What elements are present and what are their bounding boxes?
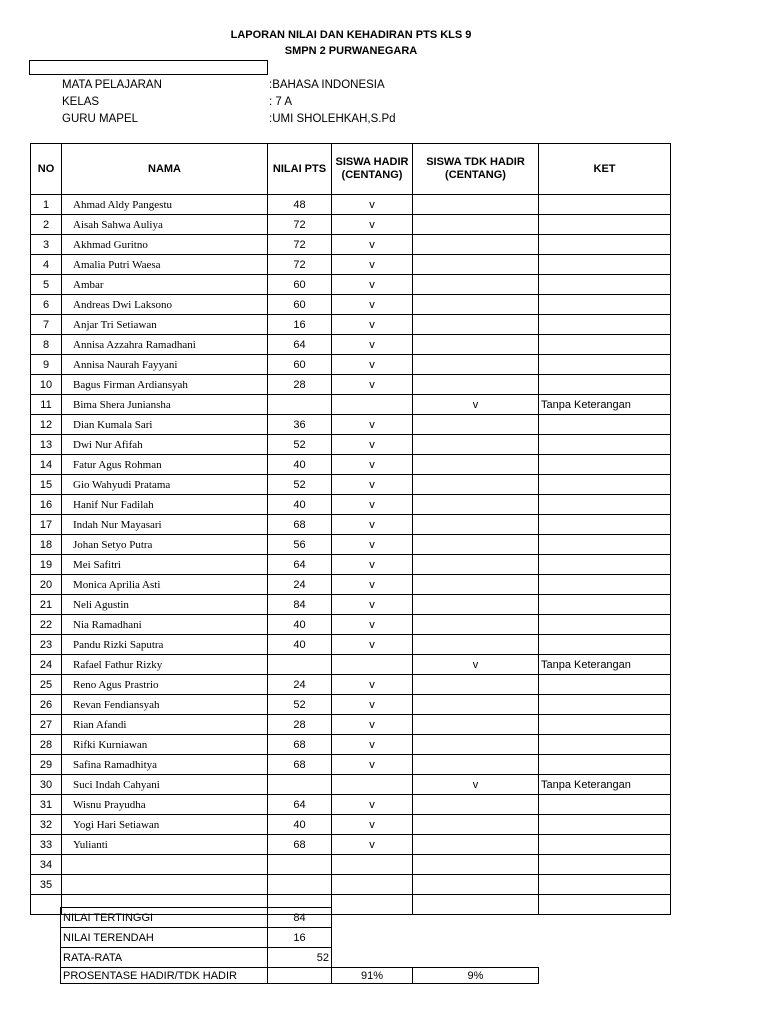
- cell-no: 12: [31, 415, 62, 435]
- cell-absent: [413, 435, 539, 455]
- cell-score: [268, 775, 332, 795]
- blank-input-box: [29, 60, 268, 75]
- cell-score: 48: [268, 195, 332, 215]
- cell-name: Mei Safitri: [62, 555, 268, 575]
- cell-name: Safina Ramadhitya: [62, 755, 268, 775]
- cell-name: Nia Ramadhani: [62, 615, 268, 635]
- table-row: [31, 355, 671, 375]
- cell-name: Gio Wahyudi Pratama: [62, 475, 268, 495]
- cell-no: 19: [31, 555, 62, 575]
- cell-no: 31: [31, 795, 62, 815]
- cell-score: [268, 395, 332, 415]
- cell-score: 72: [268, 235, 332, 255]
- cell-no: 14: [31, 455, 62, 475]
- cell-note: [539, 215, 671, 235]
- cell-no: 2: [31, 215, 62, 235]
- cell-no: 18: [31, 535, 62, 555]
- cell-absent: [413, 375, 539, 395]
- cell-present: v: [332, 415, 413, 435]
- table-row: [31, 595, 671, 615]
- cell-no: 17: [31, 515, 62, 535]
- table-row: [31, 275, 671, 295]
- cell-no: 8: [31, 335, 62, 355]
- highest-value: 84: [268, 908, 332, 928]
- cell-no: 7: [31, 315, 62, 335]
- cell-score: 40: [268, 615, 332, 635]
- cell-score: 68: [268, 515, 332, 535]
- cell-note: Tanpa Keterangan: [539, 655, 671, 675]
- cell-note: [539, 875, 671, 895]
- cell-absent: [413, 455, 539, 475]
- cell-absent: [413, 295, 539, 315]
- cell-present: v: [332, 195, 413, 215]
- cell-absent: v: [413, 775, 539, 795]
- cell-no: 34: [31, 855, 62, 875]
- cell-no: 10: [31, 375, 62, 395]
- cell-note: [539, 675, 671, 695]
- table-row: [31, 835, 671, 855]
- cell-name: Rafael Fathur Rizky: [62, 655, 268, 675]
- cell-name: Reno Agus Prastrio: [62, 675, 268, 695]
- cell-name: Wisnu Prayudha: [62, 795, 268, 815]
- cell-no: 16: [31, 495, 62, 515]
- table-row: [31, 615, 671, 635]
- grades-table: [30, 143, 671, 915]
- cell-no: 29: [31, 755, 62, 775]
- subject-label: MATA PELAJARAN: [62, 79, 162, 91]
- cell-no: 20: [31, 575, 62, 595]
- cell-note: [539, 535, 671, 555]
- cell-absent: [413, 255, 539, 275]
- cell-name: Neli Agustin: [62, 595, 268, 615]
- cell-absent: [413, 495, 539, 515]
- header-note: KET: [539, 144, 671, 195]
- average-label: RATA-RATA: [61, 948, 268, 968]
- cell-present: v: [332, 495, 413, 515]
- cell-score: [268, 855, 332, 875]
- cell-note: [539, 575, 671, 595]
- cell-no: 15: [31, 475, 62, 495]
- cell-absent: [413, 875, 539, 895]
- cell-note: [539, 515, 671, 535]
- cell-score: 40: [268, 635, 332, 655]
- cell-present: v: [332, 735, 413, 755]
- cell-absent: [413, 275, 539, 295]
- cell-score: 16: [268, 315, 332, 335]
- table-row: [31, 215, 671, 235]
- cell-score: 64: [268, 335, 332, 355]
- cell-absent: [413, 335, 539, 355]
- cell-present: v: [332, 815, 413, 835]
- cell-score: 68: [268, 835, 332, 855]
- table-row: [31, 375, 671, 395]
- cell-no: 28: [31, 735, 62, 755]
- cell-note: [539, 835, 671, 855]
- cell-present: v: [332, 435, 413, 455]
- cell-name: [62, 875, 268, 895]
- table-row: [31, 255, 671, 275]
- cell-present: v: [332, 695, 413, 715]
- cell-absent: [413, 855, 539, 875]
- cell-note: [539, 295, 671, 315]
- table-row: [31, 675, 671, 695]
- cell-absent: [413, 555, 539, 575]
- table-row: [31, 395, 671, 415]
- cell-note: [539, 335, 671, 355]
- cell-present: v: [332, 235, 413, 255]
- cell-no: 6: [31, 295, 62, 315]
- summary-average-row: [61, 948, 539, 968]
- cell-note: [539, 255, 671, 275]
- cell-note: [539, 495, 671, 515]
- table-header-row: [31, 144, 671, 195]
- cell-name: Anjar Tri Setiawan: [62, 315, 268, 335]
- cell-score: 52: [268, 695, 332, 715]
- cell-present: v: [332, 795, 413, 815]
- table-row: [31, 555, 671, 575]
- cell-no: 3: [31, 235, 62, 255]
- cell-absent: [413, 355, 539, 375]
- cell-absent: v: [413, 655, 539, 675]
- average-value: 52: [268, 948, 332, 968]
- cell-present: [332, 875, 413, 895]
- cell-present: v: [332, 255, 413, 275]
- attendance-label: PROSENTASE HADIR/TDK HADIR: [61, 968, 268, 984]
- cell-name: Bagus Firman Ardiansyah: [62, 375, 268, 395]
- cell-note: [539, 735, 671, 755]
- cell-present: v: [332, 515, 413, 535]
- cell-present: v: [332, 675, 413, 695]
- cell-note: [539, 415, 671, 435]
- cell-note: [539, 435, 671, 455]
- table-row: [31, 315, 671, 335]
- table-row: [31, 775, 671, 795]
- cell-note: [539, 715, 671, 735]
- table-row: [31, 755, 671, 775]
- cell-absent: [413, 575, 539, 595]
- cell-no: 24: [31, 655, 62, 675]
- cell-score: 56: [268, 535, 332, 555]
- present-percent: 91%: [332, 968, 413, 984]
- cell-absent: [413, 735, 539, 755]
- teacher-value: :UMI SHOLEHKAH,S.Pd: [269, 113, 396, 125]
- cell-score: 24: [268, 675, 332, 695]
- cell-absent: [413, 235, 539, 255]
- cell-present: v: [332, 315, 413, 335]
- cell-present: [332, 395, 413, 415]
- summary-lowest-row: [61, 928, 539, 948]
- cell-score: [268, 655, 332, 675]
- table-row: [31, 335, 671, 355]
- summary-table: [60, 907, 539, 984]
- cell-name: Annisa Naurah Fayyani: [62, 355, 268, 375]
- table-row: [31, 415, 671, 435]
- cell-name: Amalia Putri Waesa: [62, 255, 268, 275]
- cell-name: Hanif Nur Fadilah: [62, 495, 268, 515]
- cell-no: 5: [31, 275, 62, 295]
- cell-name: Fatur Agus Rohman: [62, 455, 268, 475]
- cell-note: [539, 855, 671, 875]
- cell-note: Tanpa Keterangan: [539, 395, 671, 415]
- cell-score: 72: [268, 215, 332, 235]
- cell-name: Akhmad Guritno: [62, 235, 268, 255]
- cell-score: 40: [268, 495, 332, 515]
- cell-absent: [413, 695, 539, 715]
- cell-absent: [413, 515, 539, 535]
- cell-absent: [413, 415, 539, 435]
- cell-name: Ahmad Aldy Pangestu: [62, 195, 268, 215]
- cell-score: 28: [268, 375, 332, 395]
- cell-present: v: [332, 835, 413, 855]
- cell-note: [539, 615, 671, 635]
- cell-name: Dwi Nur Afifah: [62, 435, 268, 455]
- cell-present: [332, 655, 413, 675]
- table-row: [31, 715, 671, 735]
- cell-present: v: [332, 295, 413, 315]
- cell-absent: [413, 795, 539, 815]
- cell-name: Yulianti: [62, 835, 268, 855]
- cell-note: [539, 815, 671, 835]
- header-no: NO: [31, 144, 62, 195]
- table-row: [31, 635, 671, 655]
- cell-name: [62, 855, 268, 875]
- lowest-label: NILAI TERENDAH: [61, 928, 268, 948]
- cell-present: [332, 855, 413, 875]
- cell-no: 25: [31, 675, 62, 695]
- cell-note: [539, 555, 671, 575]
- absent-percent: 9%: [413, 968, 539, 984]
- cell-no: 22: [31, 615, 62, 635]
- header-score: NILAI PTS: [268, 144, 332, 195]
- cell-note: [539, 695, 671, 715]
- cell-score: [268, 875, 332, 895]
- cell-no: 26: [31, 695, 62, 715]
- cell-score: 60: [268, 355, 332, 375]
- cell-note: [539, 235, 671, 255]
- table-row: [31, 475, 671, 495]
- cell-score: 72: [268, 255, 332, 275]
- class-label: KELAS: [62, 96, 100, 108]
- table-row: [31, 535, 671, 555]
- class-value: : 7 A: [269, 96, 293, 108]
- header-absent: SISWA TDK HADIR (CENTANG): [413, 144, 539, 195]
- cell-present: v: [332, 715, 413, 735]
- cell-name: Ambar: [62, 275, 268, 295]
- cell-absent: [413, 715, 539, 735]
- cell-name: Bima Shera Juniansha: [62, 395, 268, 415]
- lowest-value: 16: [268, 928, 332, 948]
- cell-note: [539, 755, 671, 775]
- cell-score: 60: [268, 295, 332, 315]
- cell-no: 32: [31, 815, 62, 835]
- table-row: [31, 495, 671, 515]
- table-row: [31, 795, 671, 815]
- cell-absent: [413, 475, 539, 495]
- cell-no: 35: [31, 875, 62, 895]
- header-name: NAMA: [62, 144, 268, 195]
- cell-present: v: [332, 355, 413, 375]
- table-row: [31, 455, 671, 475]
- cell-score: 84: [268, 595, 332, 615]
- cell-name: Andreas Dwi Laksono: [62, 295, 268, 315]
- cell-no: 13: [31, 435, 62, 455]
- cell-note: [539, 315, 671, 335]
- cell-name: Dian Kumala Sari: [62, 415, 268, 435]
- cell-score: 24: [268, 575, 332, 595]
- cell-no: 1: [31, 195, 62, 215]
- table-row: [31, 295, 671, 315]
- cell-no: 30: [31, 775, 62, 795]
- cell-absent: [413, 755, 539, 775]
- cell-name: Monica Aprilia Asti: [62, 575, 268, 595]
- table-row: [31, 695, 671, 715]
- table-row: [31, 515, 671, 535]
- cell-note: [539, 275, 671, 295]
- cell-present: v: [332, 755, 413, 775]
- cell-no: 23: [31, 635, 62, 655]
- cell-name: Aisah Sahwa Auliya: [62, 215, 268, 235]
- cell-present: v: [332, 555, 413, 575]
- subject-value: :BAHASA INDONESIA: [269, 79, 385, 91]
- cell-present: v: [332, 335, 413, 355]
- cell-score: 40: [268, 455, 332, 475]
- cell-score: 28: [268, 715, 332, 735]
- cell-absent: [413, 675, 539, 695]
- cell-name: Annisa Azzahra Ramadhani: [62, 335, 268, 355]
- cell-present: v: [332, 275, 413, 295]
- table-row: [31, 735, 671, 755]
- report-title: LAPORAN NILAI DAN KEHADIRAN PTS KLS 9: [230, 29, 472, 41]
- cell-note: [539, 455, 671, 475]
- cell-score: 68: [268, 755, 332, 775]
- cell-absent: [413, 215, 539, 235]
- cell-no: 11: [31, 395, 62, 415]
- school-name: SMPN 2 PURWANEGARA: [284, 45, 418, 57]
- summary-attendance-row: [61, 968, 539, 984]
- cell-score: 60: [268, 275, 332, 295]
- cell-score: 64: [268, 795, 332, 815]
- cell-present: [332, 775, 413, 795]
- cell-present: v: [332, 535, 413, 555]
- cell-no: 21: [31, 595, 62, 615]
- cell-absent: [413, 635, 539, 655]
- cell-score: 52: [268, 475, 332, 495]
- highest-label: NILAI TERTINGGI: [61, 908, 268, 928]
- cell-absent: [413, 315, 539, 335]
- cell-name: Rifki Kurniawan: [62, 735, 268, 755]
- cell-name: Johan Setyo Putra: [62, 535, 268, 555]
- table-row: [31, 855, 671, 875]
- cell-name: Suci Indah Cahyani: [62, 775, 268, 795]
- table-row: [31, 195, 671, 215]
- cell-score: 68: [268, 735, 332, 755]
- cell-note: [539, 795, 671, 815]
- cell-name: Indah Nur Mayasari: [62, 515, 268, 535]
- table-row: [31, 435, 671, 455]
- cell-score: 36: [268, 415, 332, 435]
- table-row: [31, 815, 671, 835]
- cell-name: Rian Afandi: [62, 715, 268, 735]
- cell-score: 64: [268, 555, 332, 575]
- cell-note: [539, 595, 671, 615]
- cell-note: Tanpa Keterangan: [539, 775, 671, 795]
- cell-present: v: [332, 455, 413, 475]
- cell-absent: [413, 195, 539, 215]
- cell-note: [539, 475, 671, 495]
- table-row: [31, 655, 671, 675]
- cell-present: v: [332, 635, 413, 655]
- table-row: [31, 875, 671, 895]
- cell-absent: [413, 615, 539, 635]
- cell-present: v: [332, 375, 413, 395]
- cell-present: v: [332, 595, 413, 615]
- teacher-label: GURU MAPEL: [62, 113, 139, 125]
- cell-present: v: [332, 615, 413, 635]
- cell-name: Pandu Rizki Saputra: [62, 635, 268, 655]
- cell-note: [539, 355, 671, 375]
- cell-note: [539, 635, 671, 655]
- cell-no: 9: [31, 355, 62, 375]
- cell-score: 52: [268, 435, 332, 455]
- table-row: [31, 575, 671, 595]
- cell-absent: [413, 595, 539, 615]
- summary-highest-row: [61, 908, 539, 928]
- cell-absent: v: [413, 395, 539, 415]
- cell-no: 33: [31, 835, 62, 855]
- cell-note: [539, 195, 671, 215]
- cell-absent: [413, 835, 539, 855]
- cell-present: v: [332, 475, 413, 495]
- header-present: SISWA HADIR (CENTANG): [332, 144, 413, 195]
- cell-score: 40: [268, 815, 332, 835]
- table-body: [31, 195, 671, 895]
- cell-present: v: [332, 575, 413, 595]
- cell-absent: [413, 535, 539, 555]
- table-row: [31, 235, 671, 255]
- cell-present: v: [332, 215, 413, 235]
- cell-absent: [413, 815, 539, 835]
- cell-name: Yogi Hari Setiawan: [62, 815, 268, 835]
- cell-note: [539, 375, 671, 395]
- cell-no: 4: [31, 255, 62, 275]
- cell-name: Revan Fendiansyah: [62, 695, 268, 715]
- cell-no: 27: [31, 715, 62, 735]
